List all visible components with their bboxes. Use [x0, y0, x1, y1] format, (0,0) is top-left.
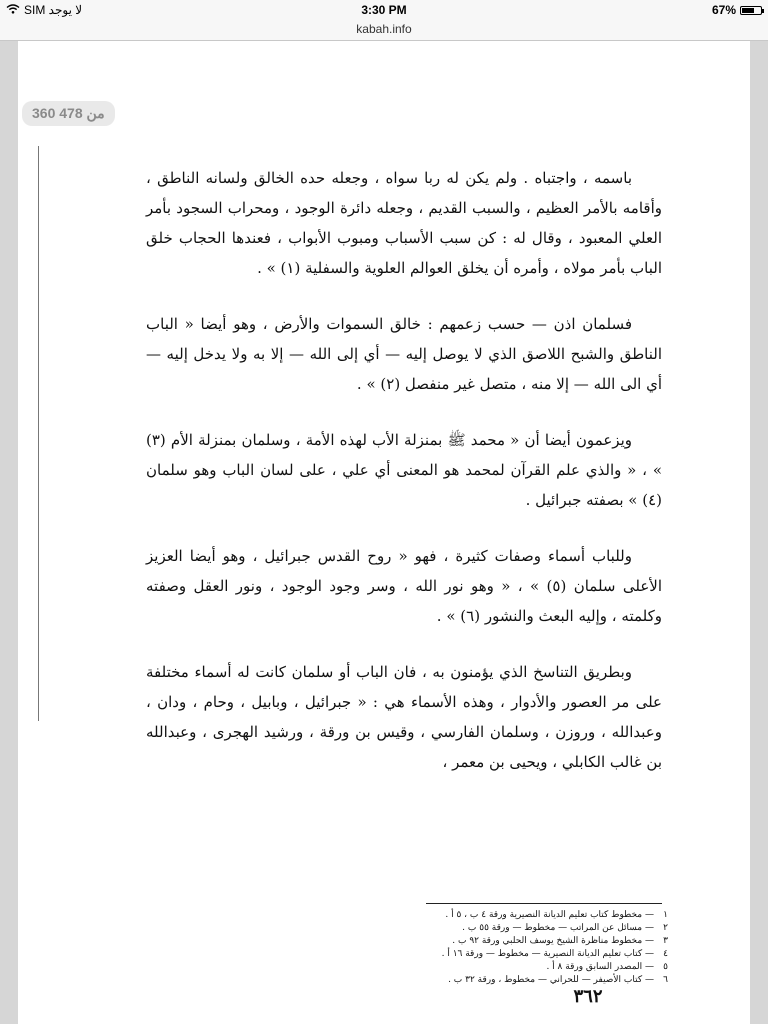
battery-percent: 67%: [711, 3, 736, 17]
paragraph: وبطريق التناسخ الذي يؤمنون به ، فان الباب أو سلمان كانت له أسماء مختلفة على مر العصور والأدوار ، وهذه الأسماء هي : « جبرائيل ، وبابيل ، وحام ، ودان ، وعبدالله ، وروزن ، وسلمان الفارسي ، وقيس بن ورقة ، ورشيد الهجرى ، وعبدالله بن غالب الكابلي ، ويحيى بن معمر ،: [146, 663, 662, 771]
footnote-text: — مخطوط مناظرة الشيخ يوسف الحلبي ورقة ٩٢ ب .: [452, 936, 654, 946]
footnote: [398, 922, 668, 935]
footnote: [398, 961, 668, 974]
battery-fill: [742, 8, 754, 13]
footnote-number: ١: [663, 910, 668, 920]
battery-group: [712, 3, 762, 17]
footnotes: [398, 909, 668, 987]
battery-icon: [740, 6, 762, 15]
status-bar: [0, 0, 768, 20]
page-counter-badge: 360 من 478: [22, 101, 115, 126]
clock: 3:30 PM: [361, 3, 407, 17]
book-page: [18, 41, 750, 1024]
paragraph: وللباب أسماء وصفات كثيرة ، فهو « روح القدس جبرائيل ، وهو أيضا العزيز الأعلى سلمان (٥) » ، « وهو نور الله ، وسر وجود الوجود ، ونور العقل وصفته وكلمته ، وإليه البعث والنشور (٦) » .: [146, 547, 662, 625]
carrier-label: لا يوجد SIM: [24, 3, 83, 17]
footnote-number: ٣: [663, 936, 668, 946]
footnote: [398, 948, 668, 961]
footnote-text: — كتاب تعليم الديانة النصيرية — مخطوط — ورقة ١٦ أ .: [441, 949, 654, 959]
footnote-divider: [426, 903, 662, 904]
footnote-number: ٢: [663, 923, 668, 933]
paragraph: ويزعمون أيضا أن « محمد ﷺ بمنزلة الأب لهذه الأمة ، وسلمان بمنزلة الأم (٣) » ، « والذي علم القرآن لمحمد هو المعنى أي علي ، على لسان الباب وهو سلمان (٤) » بصفته جبرائيل .: [146, 431, 662, 509]
url-text[interactable]: kabah.info: [356, 22, 412, 36]
footnote-number: ٤: [663, 949, 668, 959]
document-viewer[interactable]: [0, 41, 768, 1024]
footnote-text: — المصدر السابق ورقة ٨ أ .: [546, 962, 654, 972]
address-bar[interactable]: [0, 20, 768, 41]
scan-margin-line: [38, 146, 39, 721]
footnote-number: ٦: [663, 975, 668, 985]
footnote-number: ٥: [663, 962, 668, 972]
footnote: [398, 909, 668, 922]
page-number: ٣٦٢: [573, 986, 603, 1007]
footnote-text: — مسائل عن المراتب — مخطوط — ورقة ٥٥ ب .: [462, 923, 654, 933]
footnote: [398, 935, 668, 948]
paragraph: فسلمان اذن — حسب زعمهم : خالق السموات والأرض ، وهو أيضا « الباب الناطق والشبح اللاصق الذي لا يوصل إليه — أي إلى الله — إلا به ولا يدخل إليه — أي الى الله — إلا منه ، متصل غير منفصل (٢) » .: [146, 315, 662, 393]
paragraph: باسمه ، واجتباه . ولم يكن له ربا سواه ، وجعله حده الخالق ولسانه الناطق ، وأقامه بالأمر العظيم ، والسبب القديم ، وجعله دائرة الوجود ، ومحراب السجود بأمر العلي المعبود ، وقال له : كن سبب الأسباب ومبوب الأبواب ، فعندها الحجاب خلق الباب بأمر مولاه ، وأمره أن يخلق العوالم العلوية والسفلية (١) » .: [146, 169, 662, 277]
page-body: [146, 163, 662, 803]
footnote-text: — كتاب الأصيفر — للحراني — مخطوط ، ورقة ٣٢ ب .: [448, 975, 654, 985]
footnote-text: — مخطوط كتاب تعليم الديانة النصيرية ورقة ٤ ب ، ٥ أ .: [445, 910, 654, 920]
